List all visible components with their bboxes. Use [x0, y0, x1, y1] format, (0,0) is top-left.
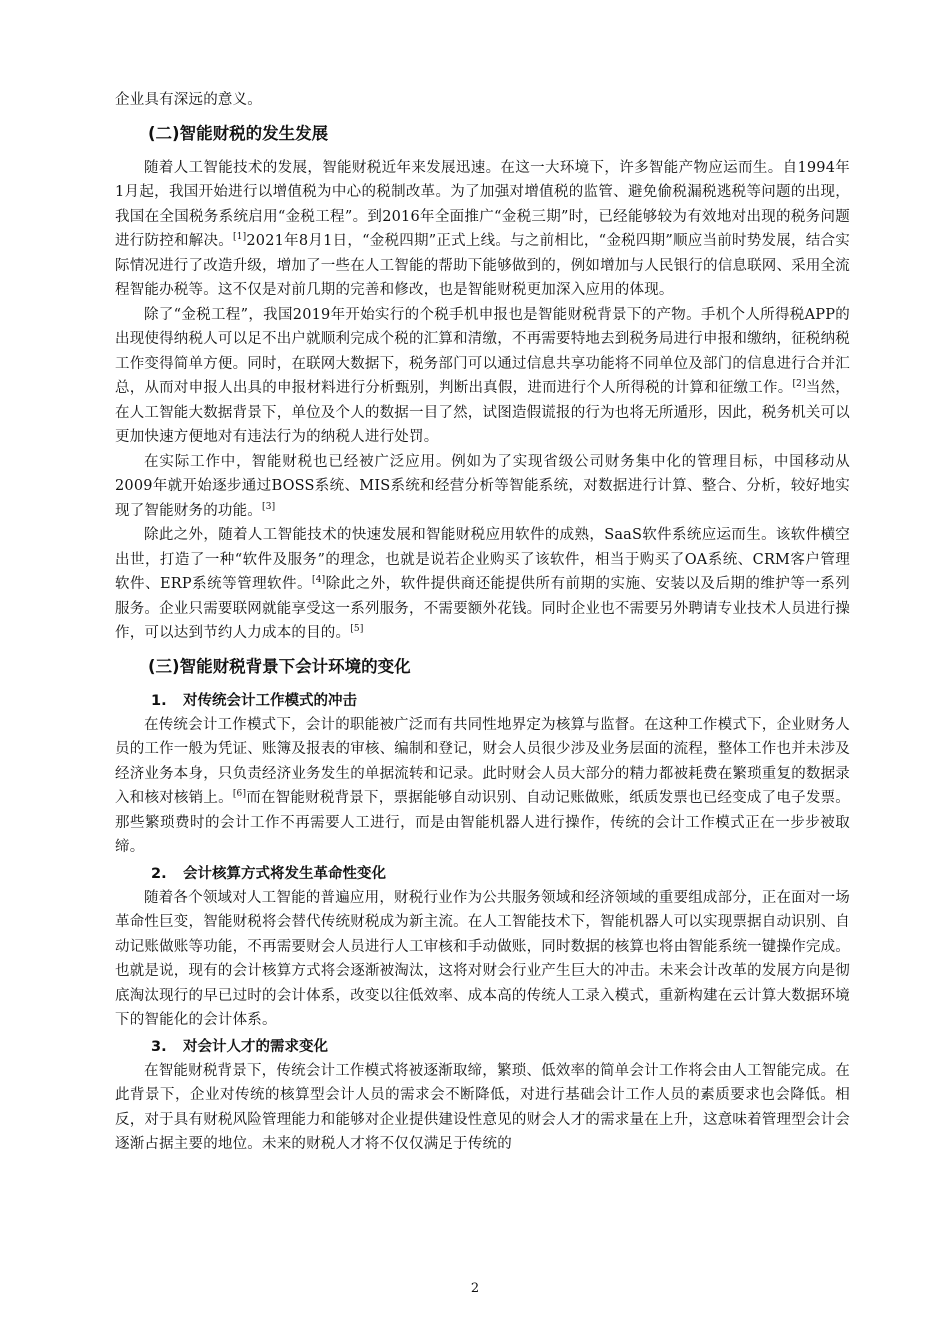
subheading-3-number: 3.	[151, 1038, 167, 1055]
subheading-3	[151, 1035, 850, 1059]
paragraph-saas: 除此之外，随着人工智能技术的快速发展和智能财税应用软件的成熟，SaaS软件系统应运而生。该软件横空出世，打造了一种“软件及服务”的理念，也就是说若企业购买了该软件，相当于购买了OA系统、CRM客户管理软件、ERP系统等管理软件。[4]除此之外，软件提供商还能提供所有前期的实施、安装以及后期的维护等一系列服务。企业只需要联网就能享受这一系列服务，不需要额外花钱。同时企业也不需要另外聘请专业技术人员进行操作，可以达到节约人力成本的目的。[5]	[115, 527, 850, 641]
paragraph-accounting-method: 随着各个领域对人工智能的普遍应用，财税行业作为公共服务领域和经济领域的重要组成部分，正在面对一场革命性巨变，智能财税将会替代传统财税成为新主流。在人工智能技术下，智能机器人可以实现票据自动识别、自动记账做账等功能，不再需要财会人员进行人工审核和手动做账，同时数据的核算也将由智能系统一键操作完成。也就是说，现有的会计核算方式将会逐渐被淘汰，这将对财会行业产生巨大的冲击。未来会计改革的发展方向是彻底淘汰现行的早已过时的会计体系，改变以往低效率、成本高的传统人工录入模式，重新构建在云计算大数据环境下的智能化的会计体系。	[115, 889, 850, 1028]
page-number: 2	[470, 1281, 480, 1296]
citation-1: [1]	[233, 232, 247, 242]
paragraph-talent-demand: 在智能财税背景下，传统会计工作模式将被逐渐取缔，繁琐、低效率的简单会计工作将会由人工智能完成。在此背景下，企业对传统的核算型会计人员的需求会不断降低，对进行基础会计工作人员的素质要求也会降低。相反，对于具有财税风险管理能力和能够对企业提供建设性意见的财会人才的需求量在上升，这意味着管理型会计会逐渐占据主要的地位。未来的财税人才将不仅仅满足于传统的	[115, 1062, 850, 1152]
paragraph-mobile-tax: 除了“金税工程”，我国2019年开始实行的个税手机申报也是智能财税背景下的产物。手机个人所得税APP的出现使得纳税人可以足不出户就顺利完成个税的汇算和清缴，不再需要特地去到税务局进行申报和缴纳，征税纳税工作变得简单方便。同时，在联网大数据下，税务部门可以通过信息共享功能将不同单位及部门的信息进行合并汇总，从而对申报人出具的申报材料进行分析甄别，判断出真假，进而进行个人所得税的计算和征缴工作。[2]当然，在人工智能大数据背景下，单位及个人的数据一目了然，试图造假谎报的行为也将无所遁形，因此，税务机关可以更加快速方便地对有违法行为的纳税人进行处罚。	[115, 306, 850, 445]
subheading-1	[151, 689, 850, 713]
citation-5: [5]	[350, 624, 364, 634]
subheading-1-title: 对传统会计工作模式的冲击	[183, 692, 357, 709]
citation-6: [6]	[232, 789, 247, 799]
citation-3: [3]	[262, 501, 276, 512]
section-heading-3: (三)智能财税背景下会计环境的变化	[148, 656, 411, 676]
paragraph-traditional-mode: 在传统会计工作模式下，会计的职能被广泛而有共同性地界定为核算与监督。在这种工作模式下，企业财务人员的工作一般为凭证、账簿及报表的审核、编制和登记，财会人员很少涉及业务层面的流程，整体工作也并未涉及经济业务本身，只负责经济业务发生的单据流转和记录。此时财会人员大部分的精力都被耗费在繁琐重复的数据录入和核对核销上。[6]而在智能财税背景下，票据能够自动识别、自动记账做账，纸质发票也已经变成了电子发票。那些繁琐费时的会计工作不再需要人工进行，而是由智能机器人进行操作，传统的会计工作模式正在一步步被取缔。	[115, 716, 850, 855]
subheading-2-title: 会计核算方式将发生革命性变化	[183, 865, 386, 882]
citation-4: [4]	[312, 575, 326, 585]
page-body	[115, 88, 850, 1157]
section-heading-2: (二)智能财税的发生发展	[148, 123, 329, 143]
subheading-2	[151, 862, 850, 886]
paragraph-china-mobile: 在实际工作中，智能财税也已经被广泛应用。例如为了实现省级公司财务集中化的管理目标，中国移动从2009年就开始逐步通过BOSS系统、MIS系统和经营分析等智能系统，对数据进行计算、整合、分析，较好地实现了智能财务的功能。[3]	[115, 453, 850, 519]
subheading-3-title: 对会计人才的需求变化	[183, 1038, 328, 1055]
citation-2: [2]	[792, 379, 806, 389]
paragraph-golden-tax: 随着人工智能技术的发展，智能财税近年来发展迅速。在这一大环境下，许多智能产物应运而生。自1994年1月起，我国开始进行以增值税为中心的税制改革。为了加强对增值税的监管、避免偷税漏税逃税等问题的出现，我国在全国税务系统启用“金税工程”。到2016年全面推广“金税三期”时，已经能够较为有效地对出现的税务问题进行防控和解决。[1]2021年8月1日，“金税四期”正式上线。与之前相比，“金税四期”顺应当前时势发展，结合实际情况进行了改造升级，增加了一些在人工智能的帮助下能够做到的，例如增加与人民银行的信息联网、采用全流程智能办税等。这不仅是对前几期的完善和修改，也是智能财税更加深入应用的体现。	[115, 159, 850, 298]
subheading-2-number: 2.	[151, 865, 167, 882]
paragraph-intro-tail: 企业具有深远的意义。	[115, 92, 262, 108]
subheading-1-number: 1.	[151, 692, 167, 709]
